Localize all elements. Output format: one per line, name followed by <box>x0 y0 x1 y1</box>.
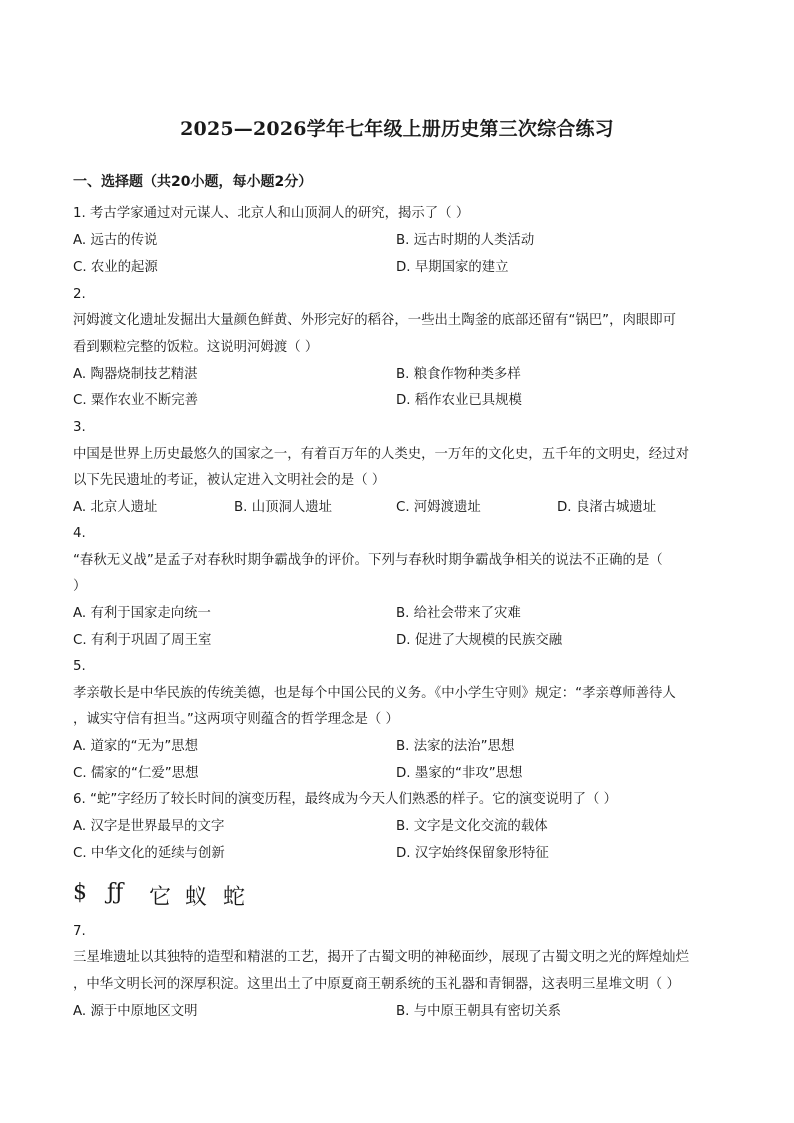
question-6-option-a[interactable]: A. 汉字是世界最早的文字 <box>73 819 225 834</box>
question-7-option-b[interactable]: B. 与中原王朝具有密切关系 <box>396 1004 561 1019</box>
snake-glyph-regular: 蛇 <box>223 885 246 910</box>
question-3-line-2: 以下先民遗址的考证，被认定进入文明社会的是（ ） <box>73 473 386 488</box>
question-2-line-2: 看到颗粒完整的饭粒。这说明河姆渡（ ） <box>73 340 319 355</box>
question-5-option-b[interactable]: B. 法家的法治”思想 <box>396 739 515 754</box>
question-5-line-2: ，诚实守信有担当。”这两项守则蕴含的哲学理念是（ ） <box>73 712 399 727</box>
question-3-option-a[interactable]: A. 北京人遗址 <box>73 500 158 515</box>
question-6-option-c[interactable]: C. 中华文化的延续与创新 <box>73 846 225 861</box>
question-2-option-a[interactable]: A. 陶器烧制技艺精湛 <box>73 367 198 382</box>
question-7-line-2: ，中华文明长河的深厚积淀。这里出土了中原夏商王朝系统的玉礼器和青铜器，这表明三星堆文明（ ） <box>73 977 680 992</box>
question-1-option-c[interactable]: C. 农业的起源 <box>73 260 158 275</box>
question-3-option-b[interactable]: B. 山顶洞人遗址 <box>234 500 333 515</box>
question-1-option-a[interactable]: A. 远古的传说 <box>73 233 158 248</box>
question-4-option-a[interactable]: A. 有利于国家走向统一 <box>73 606 211 621</box>
question-4-option-b[interactable]: B. 给社会带来了灾难 <box>396 606 521 621</box>
question-3-number: 3. <box>73 420 86 435</box>
question-5-line-1: 孝亲敬长是中华民族的传统美德，也是每个中国公民的义务。《中小学生守则》规定：“孝亲尊师善待人 <box>73 686 676 701</box>
snake-glyph-seal: 它 <box>149 885 172 910</box>
snake-character-evolution-image <box>73 880 273 910</box>
question-7-option-a[interactable]: A. 源于中原地区文明 <box>73 1004 198 1019</box>
question-2-option-c[interactable]: C. 粟作农业不断完善 <box>73 393 198 408</box>
snake-glyph-bronze: ƒƒ <box>107 880 124 905</box>
question-6-option-b[interactable]: B. 文字是文化交流的载体 <box>396 819 548 834</box>
question-2-number: 2. <box>73 287 86 302</box>
question-3-option-d[interactable]: D. 良渚古城遗址 <box>557 500 657 515</box>
question-2-option-b[interactable]: B. 粮食作物种类多样 <box>396 367 521 382</box>
snake-glyph-oracle: $ <box>73 880 87 905</box>
question-4-line-1: “春秋无义战”是孟子对春秋时期争霸战争的评价。下列与春秋时期争霸战争相关的说法不正确的是（ <box>73 553 663 568</box>
question-4-number: 4. <box>73 526 86 541</box>
question-1-option-d[interactable]: D. 早期国家的建立 <box>396 260 509 275</box>
question-6-option-d[interactable]: D. 汉字始终保留象形特征 <box>396 846 549 861</box>
question-7-line-1: 三星堆遗址以其独特的造型和精湛的工艺，揭开了古蜀文明的神秘面纱，展现了古蜀文明之光的辉煌灿烂 <box>73 950 689 965</box>
question-5-number: 5. <box>73 659 86 674</box>
question-4-option-d[interactable]: D. 促进了大规模的民族交融 <box>396 633 563 648</box>
question-1-stem: 1. 考古学家通过对元谋人、北京人和山顶洞人的研究，揭示了（ ） <box>73 206 470 221</box>
question-5-option-c[interactable]: C. 儒家的“仁爱”思想 <box>73 766 199 781</box>
question-7-number: 7. <box>73 924 86 939</box>
question-3-line-1: 中国是世界上历史最悠久的国家之一，有着百万年的人类史，一万年的文化史，五千年的文明史，经过对 <box>73 447 689 462</box>
question-4-line-2: ） <box>73 579 87 594</box>
page-title: 2025—2026学年七年级上册历史第三次综合练习 <box>180 118 614 140</box>
section-heading: 一、选择题（共20小题，每小题2分） <box>73 174 313 190</box>
question-2-option-d[interactable]: D. 稻作农业已具规模 <box>396 393 522 408</box>
question-3-option-c[interactable]: C. 河姆渡遗址 <box>396 500 481 515</box>
snake-glyph-clerical: 蚁 <box>185 885 208 910</box>
question-5-option-d[interactable]: D. 墨家的“非攻”思想 <box>396 766 523 781</box>
question-4-option-c[interactable]: C. 有利于巩固了周王室 <box>73 633 212 648</box>
question-6-stem: 6. “蛇”字经历了较长时间的演变历程，最终成为今天人们熟悉的样子。它的演变说明了（ ） <box>73 792 618 807</box>
question-5-option-a[interactable]: A. 道家的“无为”思想 <box>73 739 199 754</box>
question-1-option-b[interactable]: B. 远古时期的人类活动 <box>396 233 535 248</box>
question-2-line-1: 河姆渡文化遗址发掘出大量颜色鲜黄、外形完好的稻谷，一些出土陶釜的底部还留有“锅巴”，肉眼即可 <box>73 313 677 328</box>
